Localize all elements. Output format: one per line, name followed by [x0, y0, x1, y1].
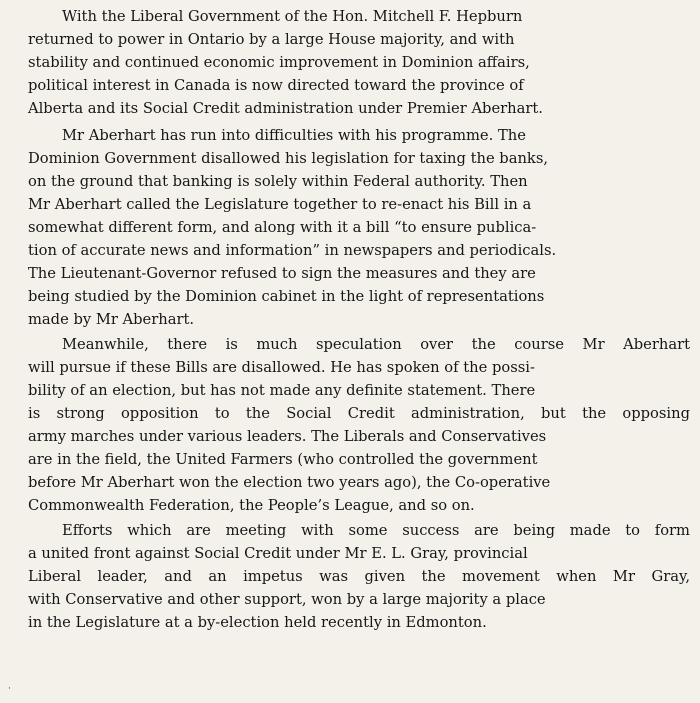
text-line: tion of accurate news and information” in newspapers and periodicals. [28, 242, 557, 259]
text-line: with Conservative and other support, won by a large majority a place [28, 591, 546, 608]
text-line: on the ground that banking is solely within Federal authority. Then [28, 173, 528, 190]
paragraph-3 [28, 333, 690, 356]
paragraph-2 [28, 124, 690, 147]
text-line: With the Liberal Government of the Hon. Mitchell F. Hepburn [62, 8, 523, 25]
text-line: made by Mr Aberhart. [28, 311, 195, 328]
text-line: in the Legislature at a by-election held recently in Edmonton. [28, 614, 487, 631]
text-line: being studied by the Dominion cabinet in the light of representations [28, 288, 545, 305]
text-line: political interest in Canada is now directed toward the province of [28, 77, 524, 94]
text-line: returned to power in Ontario by a large House majority, and with [28, 31, 515, 48]
text-line: The Lieutenant-Governor refused to sign the measures and they are [28, 265, 536, 282]
text-line: Efforts which are meeting with some success are being made to form [62, 522, 690, 539]
paragraph-2-continued [28, 147, 690, 331]
text-line: Mr Aberhart has run into difficulties with his programme. The [62, 127, 526, 144]
text-line: is strong opposition to the Social Credit administration, but the opposing [28, 405, 690, 422]
text-line: Dominion Government disallowed his legislation for taxing the banks, [28, 150, 549, 167]
paragraph-3-continued [28, 356, 690, 517]
text-line: a united front against Social Credit under Mr E. L. Gray, provincial [28, 545, 528, 562]
text-line: before Mr Aberhart won the election two years ago), the Co-operative [28, 474, 551, 491]
text-line: army marches under various leaders. The Liberals and Conservatives [28, 428, 547, 445]
text-line: Meanwhile, there is much speculation over the course Mr Aberhart [62, 336, 690, 353]
text-line: stability and continued economic improvement in Dominion affairs, [28, 54, 530, 71]
text-line: Mr Aberhart called the Legislature together to re-enact his Bill in a [28, 196, 532, 213]
paragraph-4 [28, 519, 690, 542]
text-line: are in the field, the United Farmers (who controlled the government [28, 451, 538, 468]
paragraph-1 [28, 5, 690, 28]
text-line: will pursue if these Bills are disallowed. He has spoken of the possi- [28, 359, 535, 376]
paragraph-1-continued [28, 28, 690, 120]
paragraph-4-continued [28, 542, 690, 634]
text-line: Alberta and its Social Credit administration under Premier Aberhart. [28, 100, 543, 117]
print-speck-icon: · [8, 684, 11, 694]
text-line: Liberal leader, and an impetus was given the movement when Mr Gray, [28, 568, 690, 585]
text-line: somewhat different form, and along with it a bill “to ensure publica- [28, 219, 537, 236]
text-line: Commonwealth Federation, the People’s League, and so on. [28, 497, 475, 514]
text-line: bility of an election, but has not made any definite statement. There [28, 382, 536, 399]
